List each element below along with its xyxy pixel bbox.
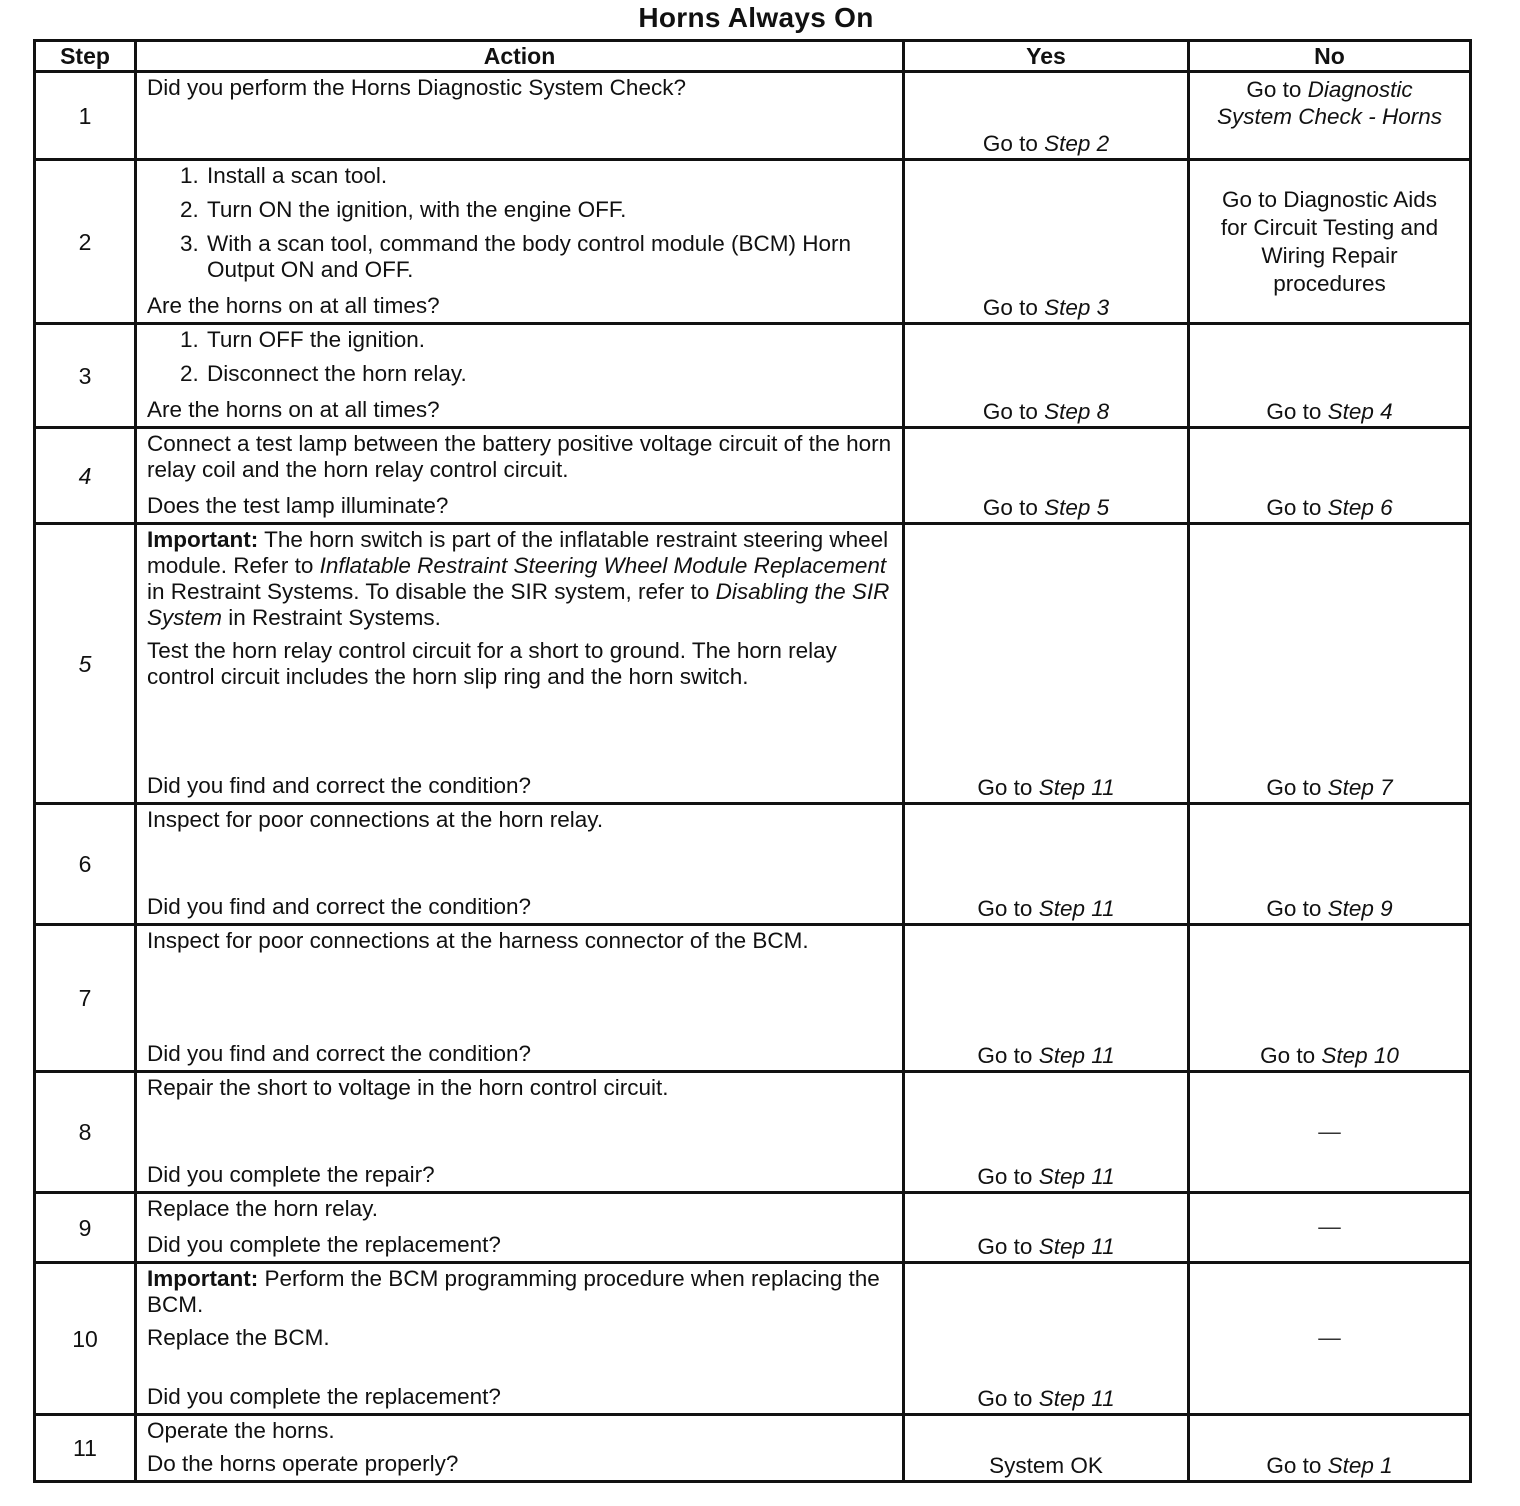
step-number: 10: [35, 1263, 136, 1415]
step-reference[interactable]: Step 6: [1327, 495, 1393, 520]
no-cell: [1189, 1072, 1471, 1193]
action-text: Replace the horn relay.: [147, 1196, 378, 1221]
step-reference[interactable]: Step 1: [1327, 1453, 1393, 1478]
not-applicable-dash: —: [1318, 1325, 1341, 1350]
yes-cell: Go to Step 8: [904, 324, 1189, 428]
no-cell: Go to Step 7: [1189, 524, 1471, 804]
action-question: Did you find and correct the condition?: [147, 773, 531, 798]
action-text: Operate the horns.: [147, 1418, 335, 1443]
important-label: Important:: [147, 1266, 259, 1291]
step-reference[interactable]: Step 10: [1321, 1043, 1399, 1068]
action-text: Repair the short to voltage in the horn control circuit.: [147, 1075, 669, 1100]
action-question: Did you perform the Horns Diagnostic System Check?: [147, 75, 686, 100]
table-row: [35, 160, 1471, 324]
table-row: [35, 925, 1471, 1072]
action-cell: [136, 1072, 904, 1193]
action-cell: [136, 160, 904, 324]
action-cell: [136, 1263, 904, 1415]
yes-cell: Go to Step 3: [904, 160, 1189, 324]
table-row: [35, 72, 1471, 160]
action-cell: [136, 324, 904, 428]
step-number: 9: [35, 1193, 136, 1263]
step-number: 6: [35, 804, 136, 925]
step-number: 3: [35, 324, 136, 428]
step-reference[interactable]: Diagnostic: [1307, 77, 1413, 102]
no-cell: Go to Step 10: [1189, 925, 1471, 1072]
step-reference[interactable]: Step 11: [1038, 1234, 1115, 1259]
action-question: Do the horns operate properly?: [147, 1451, 459, 1476]
action-question: Did you find and correct the condition?: [147, 1041, 531, 1066]
procedure-reference[interactable]: Inflatable Restraint Steering Wheel Module Replacement: [319, 553, 887, 578]
important-note: Important: The horn switch is part of the inflatable restraint steering wheel module. Refer to Inflatable Restraint Steering Wheel Module Replacement in Restraint Systems. To disable the SIR system, refer to Disabling the SIR System in Restraint Systems.: [147, 527, 890, 630]
yes-cell: Go to Step 11: [904, 804, 1189, 925]
action-cell: [136, 72, 904, 160]
table-row: [35, 324, 1471, 428]
yes-cell: Go to Step 11: [904, 1263, 1189, 1415]
no-cell: Go to Diagnostic System Check - Horns: [1189, 72, 1471, 160]
step-reference[interactable]: Step 11: [1038, 1386, 1115, 1411]
step-number: 2: [35, 160, 136, 324]
list-item: 1. Turn OFF the ignition.: [205, 327, 892, 353]
page-title: Horns Always On: [638, 2, 874, 33]
action-steps-list: [147, 163, 892, 283]
list-item: 3. With a scan tool, command the body control module (BCM) Horn Output ON and OFF.: [205, 231, 892, 283]
table-row: [35, 1263, 1471, 1415]
header-step: Step: [35, 41, 136, 72]
action-cell: [136, 1193, 904, 1263]
list-item: 2. Disconnect the horn relay.: [205, 361, 892, 387]
action-cell: [136, 428, 904, 524]
step-number: 11: [35, 1415, 136, 1482]
table-row: [35, 428, 1471, 524]
list-item: 2. Turn ON the ignition, with the engine OFF.: [205, 197, 892, 223]
action-question: Did you complete the repair?: [147, 1162, 435, 1187]
no-cell: Go to Step 4: [1189, 324, 1471, 428]
header-yes: Yes: [904, 41, 1189, 72]
action-question: Did you complete the replacement?: [147, 1232, 501, 1257]
result-text: System OK: [989, 1453, 1103, 1478]
no-cell: Go to Diagnostic Aids for Circuit Testing and Wiring Repair procedures: [1189, 160, 1471, 324]
yes-cell: Go to Step 5: [904, 428, 1189, 524]
action-cell: [136, 925, 904, 1072]
action-cell: [136, 1415, 904, 1482]
table-row: [35, 1415, 1471, 1482]
action-cell: [136, 804, 904, 925]
table-row: [35, 524, 1471, 804]
step-reference[interactable]: Step 4: [1327, 399, 1393, 424]
no-cell: Go to Step 6: [1189, 428, 1471, 524]
table-row: [35, 1072, 1471, 1193]
action-question: Did you complete the replacement?: [147, 1384, 501, 1409]
step-reference[interactable]: Step 11: [1038, 1043, 1115, 1068]
action-text: Connect a test lamp between the battery positive voltage circuit of the horn relay coil and the horn relay control circuit.: [147, 431, 892, 482]
step-reference[interactable]: System Check - Horns: [1216, 104, 1443, 129]
important-note: Important: Perform the BCM programming procedure when replacing the BCM.: [147, 1266, 880, 1317]
yes-cell: [904, 1415, 1189, 1482]
table-row: [35, 804, 1471, 925]
yes-cell: Go to Step 11: [904, 1193, 1189, 1263]
step-reference[interactable]: Step 5: [1044, 495, 1110, 520]
diagnostic-table: [33, 39, 1472, 1483]
step-reference[interactable]: Step 11: [1038, 896, 1115, 921]
action-text: Test the horn relay control circuit for a short to ground. The horn relay control circuit includes the horn slip ring and the horn switch.: [147, 638, 837, 689]
action-question: Does the test lamp illuminate?: [147, 493, 449, 518]
action-text: Inspect for poor connections at the harness connector of the BCM.: [147, 928, 809, 953]
action-question: Are the horns on at all times?: [147, 293, 440, 318]
yes-cell: Go to Step 11: [904, 524, 1189, 804]
yes-cell: Go to Step 11: [904, 1072, 1189, 1193]
step-reference[interactable]: Step 8: [1044, 399, 1110, 424]
action-question: Are the horns on at all times?: [147, 397, 440, 422]
step-number: 7: [35, 925, 136, 1072]
step-number: 4: [35, 428, 136, 524]
step-reference[interactable]: Step 3: [1044, 295, 1110, 320]
step-number: 8: [35, 1072, 136, 1193]
step-reference[interactable]: Step 7: [1327, 775, 1393, 800]
no-cell: Go to Step 9: [1189, 804, 1471, 925]
yes-cell: Go to Step 2: [904, 72, 1189, 160]
step-reference[interactable]: Step 2: [1044, 131, 1110, 156]
table-header-row: [35, 41, 1471, 72]
yes-cell: Go to Step 11: [904, 925, 1189, 1072]
header-action: Action: [136, 41, 904, 72]
no-cell: Go to Step 1: [1189, 1415, 1471, 1482]
procedure-reference[interactable]: Disabling the SIR System: [147, 579, 890, 630]
header-no: No: [1189, 41, 1471, 72]
step-reference[interactable]: Step 11: [1038, 775, 1115, 800]
step-number: 1: [35, 72, 136, 160]
action-cell: [136, 524, 904, 804]
list-item: 1. Install a scan tool.: [205, 163, 892, 189]
step-reference[interactable]: Step 9: [1327, 896, 1393, 921]
step-reference[interactable]: Step 11: [1038, 1164, 1115, 1189]
table-row: [35, 1193, 1471, 1263]
action-text: Replace the BCM.: [147, 1325, 330, 1350]
action-question: Did you find and correct the condition?: [147, 894, 531, 919]
not-applicable-dash: —: [1318, 1118, 1341, 1144]
no-cell: [1189, 1193, 1471, 1263]
important-label: Important:: [147, 527, 259, 552]
no-cell: [1189, 1263, 1471, 1415]
action-text: Inspect for poor connections at the horn relay.: [147, 807, 604, 832]
action-steps-list: [147, 327, 892, 387]
not-applicable-dash: —: [1318, 1214, 1341, 1239]
step-number: 5: [35, 524, 136, 804]
